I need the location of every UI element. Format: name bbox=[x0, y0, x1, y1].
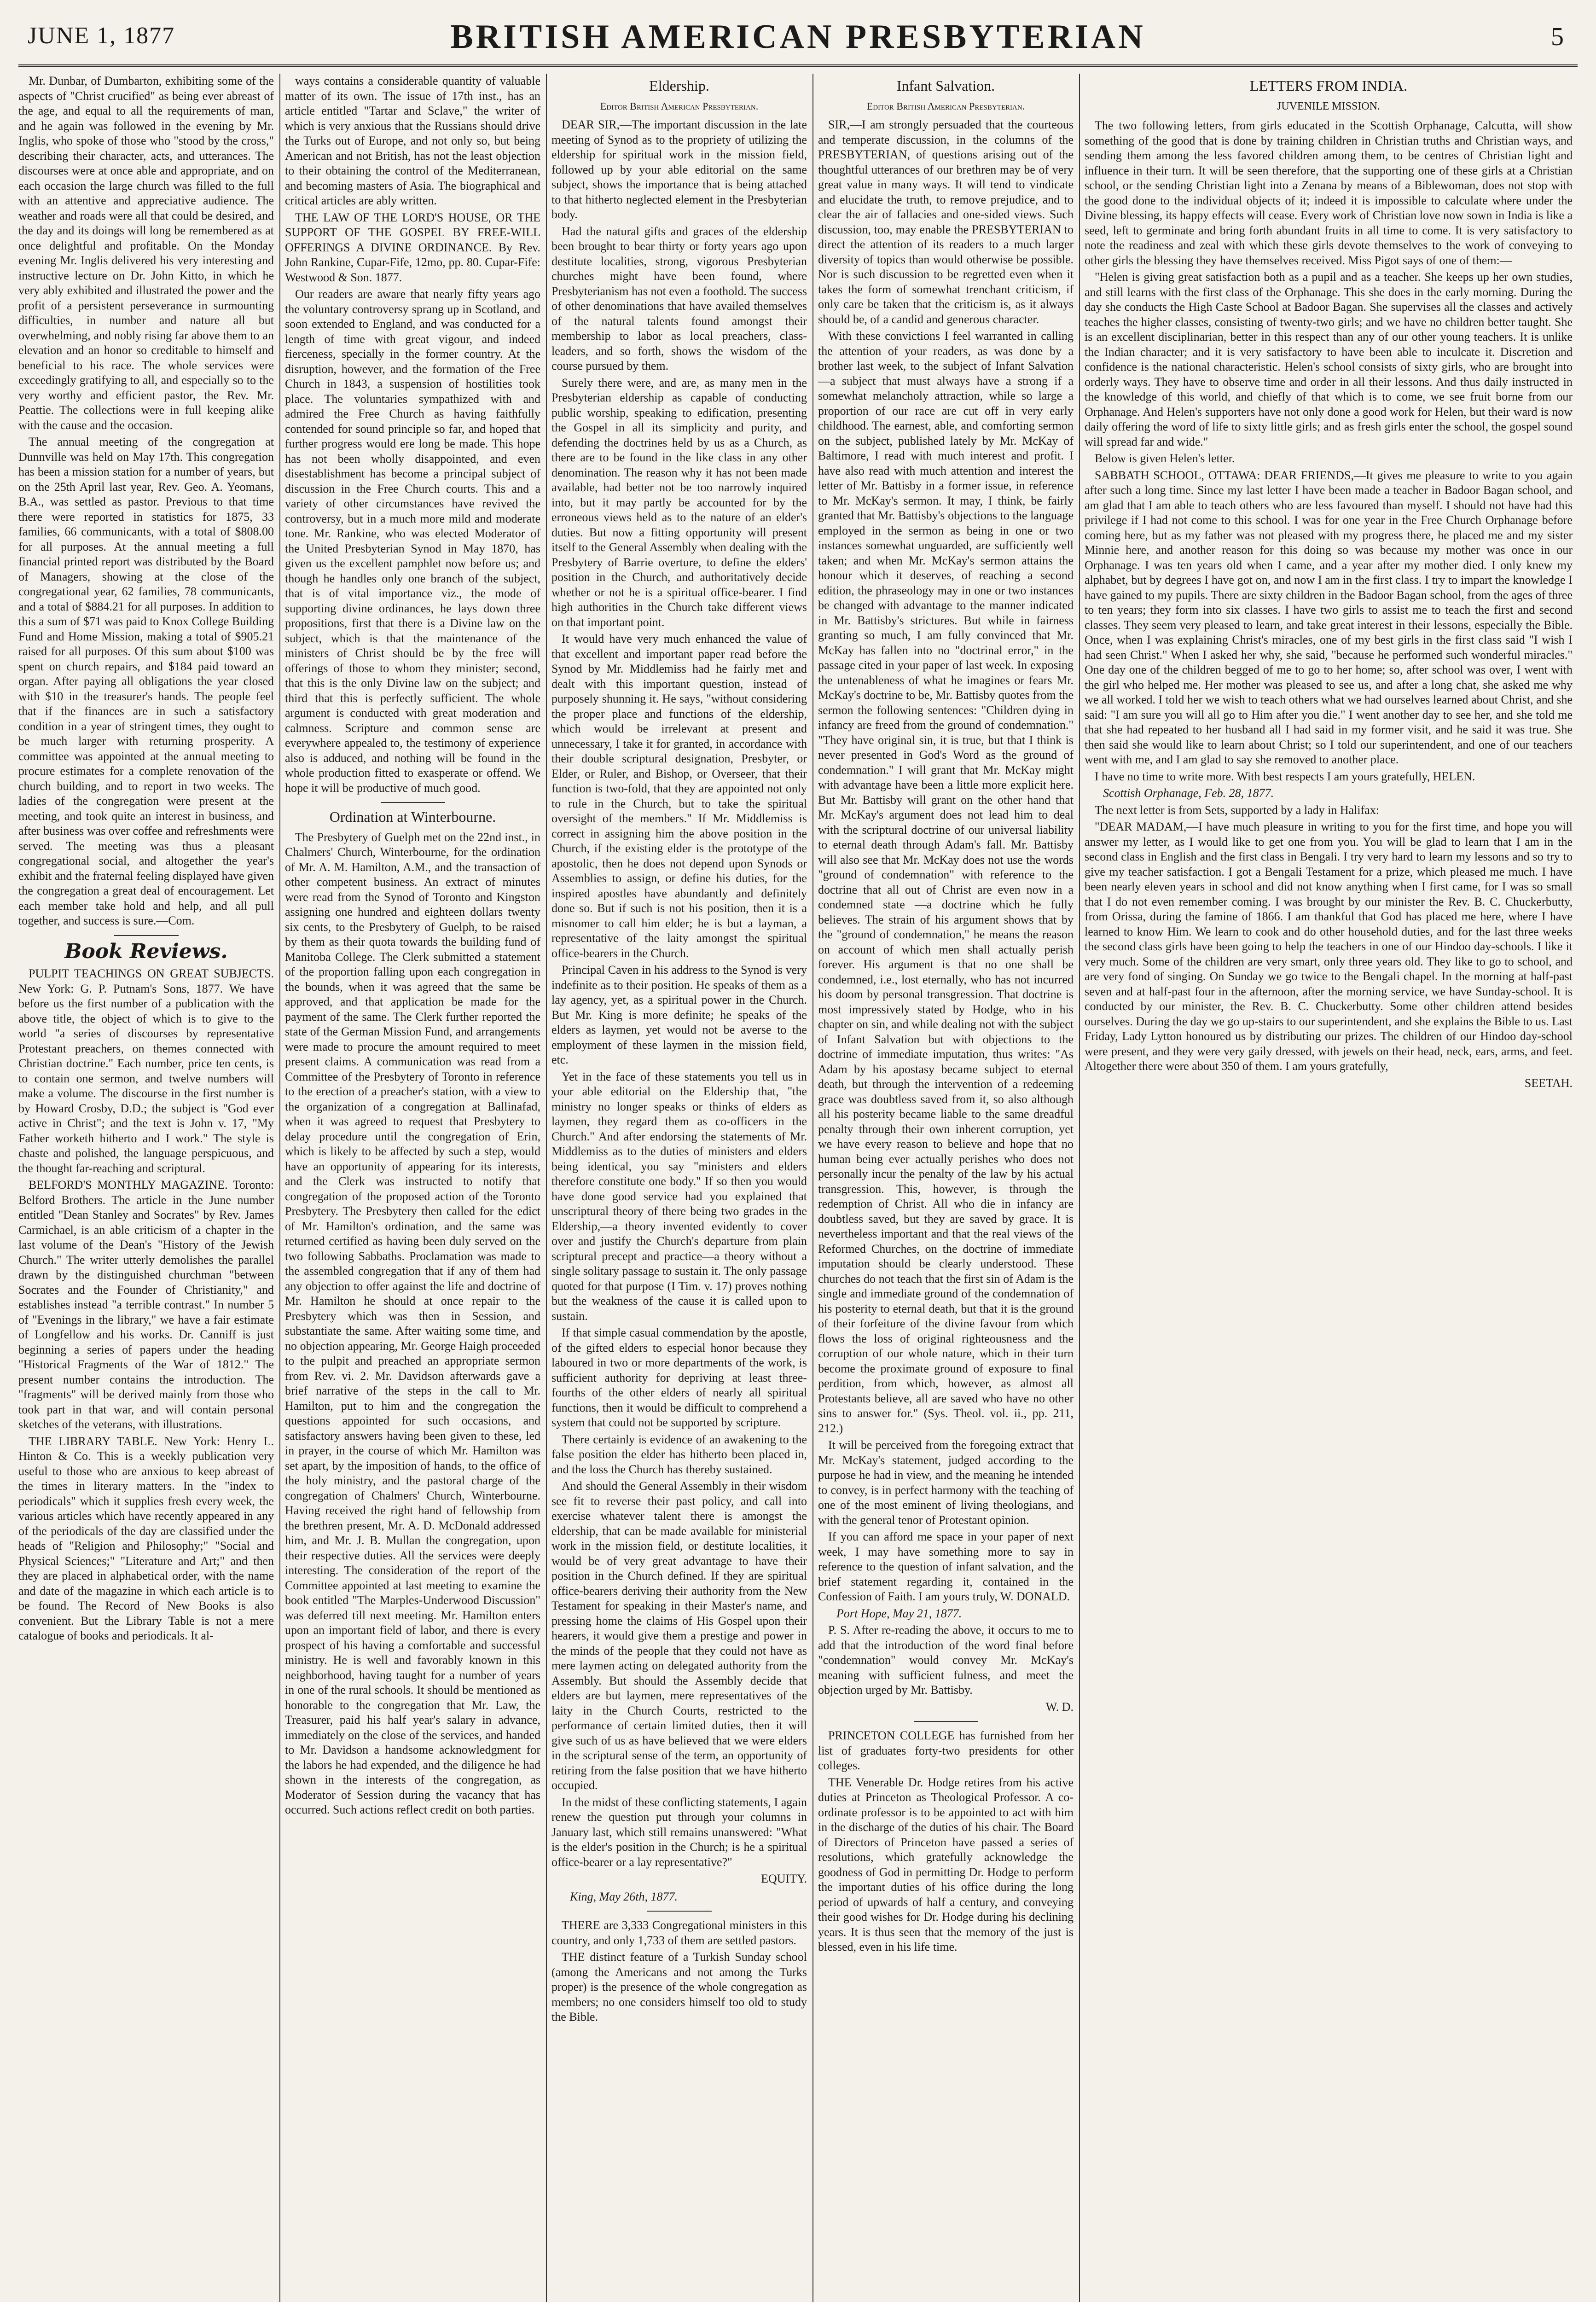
columns bbox=[18, 74, 1578, 2302]
eldership-para-7: If that simple casual commendation by the apostle, of the gifted elders to especial honor because they laboured in two or more departments of the work, is sufficient authority for depriving at least three-fourths of the other elders of nearly all spiritual functions, then it would be difficult to comprehend a system that could not be supported by scripture. bbox=[551, 1326, 807, 1429]
divider bbox=[114, 935, 179, 936]
juvenile-mission-subheading: JUVENILE MISSION. bbox=[1277, 100, 1380, 112]
india-miss-pigot-quote: "Helen is giving great satisfaction both as a pupil and as a teacher. She keeps up her own studies, and still learns with the first class of the Orphanage. This she does in the early morning. During the day she conducts the High Caste School at Badoor Bagan. She supervises all the classes and actively teaches the higher classes, consisting of twenty-two girls; and we have no children better taught. She is an excellent disciplinarian, better in this respect than any of our other young teachers. It is unlike the Indian character; and it is very satisfactory to have been able to inculcate it. Discretion and confidence is the national characteristic. Helen's school consists of sixty girls, who are brought into orderly ways. They have to observe time and order in all their lessons. And thus daily instructed in the knowledge of this world, and chiefly of that which is to come, we see fruit borne from our Orphanage. And Helen's supporters have not only done a good work for Helen, but their ward is now daily offering the word of life to sixty little girls; and as fresh girls enter the school, the gospel sound will spread far and wide." bbox=[1085, 270, 1573, 448]
infant-salvation-heading: Infant Salvation. bbox=[896, 77, 995, 94]
infant-salvation-para-2: With these convictions I feel warranted in calling the attention of your readers, as was done by a brother last week, to the subject of Infant Salvation—a subject that must always have a strong if a somewhat melancholy attraction, while so large a proportion of our race are cut off in very early childhood. The earnest, able, and comforting sermon on the subject, published lately by Mr. McKay of Baltimore, I read with much interest and profit. I have also read with much attention and interest the letter of Mr. Battisby in a former issue, in reference to Mr. McKay's sermon. It may, I think, be fairly granted that Mr. Battisby's objections to the language employed in the sermon as being in one or two instances somewhat unguarded, are sufficiently well taken; and when Mr. McKay's sermon attains the honour which it deserves, of reaching a second edition, the phraseology may in one or two instances be changed with advantage to the manner indicated in Mr. Battisby's strictures. But while in fairness granting so much, I am fully convinced that Mr. McKay has fallen into no "doctrinal error," in the passage cited in your paper of last week. In exposing the untenableness of what he imagines or fears Mr. McKay's doctrine to be, Mr. Battisby quotes from the sermon the following sentences: "Children dying in infancy are freed from the ground of condemnation." "They have original sin, it is true, but that I think is never presented in God's Word as the ground of condemnation." I will grant that Mr. McKay might with advantage have been a little more explicit here. But Mr. Battisby will grant on the other hand that Mr. McKay's argument does not lead him to deal with the scriptural doctrine of our universal liability to eternal death through Adam's fall. Mr. Battisby will also see that Mr. McKay does not use the words "ground of condemnation" with reference to the doctrine that all out of Christ are even now in a condemned state —a doctrine which he fully believes. The strain of his argument shows that by the "ground of condemnation," he means the reason on account of which men shall actually perish forever. His argument is that no one shall be condemned, i.e., lost eternally, who has not incurred his doom by personal transgression. That doctrine is most impressively stated by Hodge, who in his chapter on sin, and while dealing not with the subject of Infant Salvation but with objections to the doctrine of immediate imputation, thus writes: "As Adam by his apostasy became subject to eternal death, but through the intervention of a redeeming grace was doubtless saved from it, so also although all his posterity became liable to the same dreadful penalty through their own inherent corruption, yet we have every reason to believe and hope that no human being ever actually perishes who does not personally incur the penalty of the law by his actual transgression. This, however, is through the redemption of Christ. All who die in infancy are doubtless saved, but they are saved by grace. It is nevertheless important and that the real views of the Reformed Churches, on the doctrine of immediate imputation should be clearly understood. These churches do not teach that the first sin of Adam is the single and immediate ground of the condemnation of his posterity to eternal death, but that it is the ground of their forfeiture of the divine favour from which flows the loss of original righteousness and the corruption of our whole nature, which in their turn become the proximate ground of exposure to final perdition, from which, however, as almost all Protestants believe, all are saved who have no other sins to answer for." (Sys. Theol. vol. ii., pp. 211, 212.) bbox=[818, 329, 1074, 1435]
india-helen-letter: SABBATH SCHOOL, OTTAWA: DEAR FRIENDS,—It gives me pleasure to write to you again after such a long time. Since my last letter I have been made a teacher in Badoor Bagan school, and am glad that I am able to teach others who are less favoured than myself. I should not have had this privilege if I had not come to this school. I was for one year in the Free Church Orphanage before coming here, but as my father was not pleased with my progress there, he placed me and my sister Minnie here, and another reason for this doing so was because my mother was once in our Orphanage. I was ten years old when I came, and a year after my mother died. I only knew my alphabet, but by degrees I have got on, and now I am in the first class. I try to impart the knowledge I have gained to my pupils. There are sixty children in the Badoor Bagan school, from the ages of three to ten years; they form into six classes. I have two girls to assist me to teach the first and second classes. They seem very pleased to learn, and take great interest in their lessons, especially the Bible. Once, when I was explaining Christ's miracles, one of my best girls in the first class said "I wish I had seen Christ." When I asked her why, she said, "because he performed such wonderful miracles." One day one of the children begged of me to go to her home; so, after school was over, I went with the girl who helped me. Her mother was pleased to see us, and after a long chat, she asked me why we all worked. I told her we wish to teach others what we had ourselves learned about Christ, and she said: "I am sure you will all go to Him after you die." I went another day to see her, and she told me that she had repeated to her husband all I had said in my former visit, and he said it was true. She then said she would like to learn about Christ; so I told our superintendent, and one of our teachers went with me, and I am glad to say she removed to another place. bbox=[1085, 468, 1573, 766]
india-helen-intro: Below is given Helen's letter. bbox=[1095, 452, 1235, 465]
eldership-para-1: DEAR SIR,—The important discussion in the late meeting of Synod as to the propriety of utilizing the eldership for spiritual work in the mission field, followed up by your able editorial on the same subject, shows the importance that is being attached to that hitherto neglected element in the Presbyterian body. bbox=[551, 118, 807, 221]
infant-salvation-para-1: SIR,—I am strongly persuaded that the courteous and temperate discussion, in the columns of the PRESBYTERIAN, of questions arising out of the thoughtful utterances of our brethren may be of very great value in many ways. It will tend to vindicate and elucidate the truth, to remove prejudice, and to clear the air of fallacies and one-sided views. Such discussion, too, may enable the PRESBYTERIAN to direct the attention of its readers to a much larger diversity of topics than would otherwise be possible. Nor is such discussion to be regretted even when it takes the form of somewhat trenchant criticism, if only care be taken that the criticism is, as it always should be, of a candid and generous character. bbox=[818, 118, 1074, 326]
article-dunbar: Mr. Dunbar, of Dumbarton, exhibiting some of the aspects of "Christ crucified" as being ever abreast of the age, and equal to all the requirements of man, and he again was followed in the evening by Mr. Inglis, who spoke of those who "stood by the cross," describing their character, acts, and utterances. The discourses were at once able and appropriate, and on each occasion the large church was filled to the full with an attentive and appreciative audience. The weather and roads were all that could be desired, and the day and its doings will long be remembered as at once delightful and profitable. On the Monday evening Mr. Inglis delivered his very interesting and instructive lecture on Dr. John Kitto, in which he very ably exhibited and illustrated the power and the profit of a persistent perseverance in surmounting difficulties, in number and nature all but overwhelming, and nobly rising far above them to an elevation and an honor so creditable to himself and beneficial to his race. The whole services were exceedingly gratifying to all, and especially so to the very worthy and efficient pastor, the Rev. Mr. Peattie. The collections were in full keeping alike with the cause and the occasion. bbox=[18, 74, 274, 432]
infant-salvation-dateline: Port Hope, May 21, 1877. bbox=[836, 1606, 962, 1620]
divider bbox=[647, 1911, 712, 1912]
india-seetah-signature: SEETAH. bbox=[1524, 1076, 1573, 1090]
review-pulpit-teachings: PULPIT TEACHINGS ON GREAT SUBJECTS. New York: G. P. Putnam's Sons, 1877. We have before us the first number of a publication with the above title, the object of which is to give to the world "a series of discourses by representative Protestant preachers, on themes connected with Christian doctrine." Each number, price ten cents, is to contain one sermon, and twelve numbers will make a volume. The discourse in the first number is by Howard Crosby, D.D.; the subject is "God ever active in Christ"; and the text is John v. 17, "My Father worketh hitherto and I work." The style is chaste and polished, the language perspicuous, and the thought far-reaching and scriptural. bbox=[18, 967, 274, 1175]
eldership-para-10: In the midst of these conflicting statements, I again renew the question put through your columns in January last, which still remains unanswered: "What is the elder's position in the Church; is he a spiritual office-bearer or a lay representative?" bbox=[551, 1795, 807, 1869]
letters-from-india-heading: LETTERS FROM INDIA. bbox=[1249, 77, 1408, 94]
eldership-signature: EQUITY. bbox=[761, 1872, 807, 1885]
column-rule bbox=[1079, 74, 1080, 2302]
review-law-of-lords-house-title: THE LAW OF THE LORD'S HOUSE, OR THE SUPPORT OF THE GOSPEL BY FREE-WILL OFFERINGS A DIVINE ORDINANCE. By Rev. John Rankine, Cupar-Fife, 12mo, pp. 80. Cupar-Fife: Westwood & Son. 1877. bbox=[285, 210, 540, 284]
india-helen-closing: I have no time to write more. With best respects I am yours gratefully, HELEN. bbox=[1095, 769, 1475, 783]
column-4 bbox=[818, 74, 1074, 2302]
eldership-heading: Eldership. bbox=[649, 77, 709, 94]
note-congregational-ministers: THERE are 3,333 Congregational ministers in this country, and only 1,733 of them are settled pastors. bbox=[551, 1918, 807, 1947]
column-5 bbox=[1085, 74, 1573, 2302]
eldership-para-6: Yet in the face of these statements you tell us in your able editorial on the Eldership that, "the ministry no longer speaks or thinks of elders as laymen, they regard them as co-officers in the Church." And after endorsing the statements of Mr. Middlemiss as to the duties of ministers and elders being identical, you say "ministers and elders therefore constitute one body." If so then you would have done good service had you explained that unscriptural theory of there being two grades in the Eldership,—a theory invented evidently to cover over and justify the Church's departure from plain scriptural precept and practice—a theory without a single solitary passage to sustain it. The only passage quoted for that purpose (I Tim. v. 17) proves nothing but the weakness of the cause it is called upon to sustain. bbox=[551, 1070, 807, 1323]
divider bbox=[381, 802, 445, 803]
issue-date: JUNE 1, 1877 bbox=[28, 23, 175, 49]
review-library-table: THE LIBRARY TABLE. New York: Henry L. Hinton & Co. This is a weekly publication very useful to those who are anxious to keep abreast of the times in literary matters. In the "index to periodicals" which it supplies fresh every week, the various articles which have recently appeared in any of the periodicals of the day are classified under the heads of "Religion and Philosophy;" "Social and Physical Sciences;" "Literature and Art;" and then they are placed in alphabetical order, with the name and date of the magazine in which each article is to be found. The Record of New Books is also convenient. But the Library Table is not a mere catalogue of books and periodicals. It al- bbox=[18, 1434, 274, 1642]
page-number: 5 bbox=[1551, 23, 1564, 51]
infant-salvation-postscript: P. S. After re-reading the above, it occurs to me to add that the introduction of the word final before "condemnation" would convey Mr. McKay's meaning with sufficient fulness, and meet the objection urged by Mr. Battisby. bbox=[818, 1623, 1074, 1697]
review-law-of-lords-house: Our readers are aware that nearly fifty years ago the voluntary controversy sprang up in Scotland, and soon extended to England, and was conducted for a length of time with great vigour, and indeed fierceness, specially in the former country. At the disruption, however, and the formation of the Free Church in 1843, a suspension of hostilities took place. The voluntaries sympathized with and admired the Free Church as having faithfully contended for sound principle so far, and hoped that further progress would ere long be made. This hope has not been wholly disappointed, and even disestablishment has become a principal subject of discussion in the Free Church courts. This and a variety of other circumstances have revived the controversy, but in a much more mild and moderate tone. Mr. Rankine, who was elected Moderator of the United Presbyterian Synod in May 1870, has given us the excellent pamphlet now before us; and though he handles only one branch of the subject, that is of vital importance viz., the mode of supporting divine ordinances, he lays down three propositions, first that there is a Divine law on the subject, which is that the maintenance of the ministers of Christ should be by the free will offerings of those to whom they minister; second, that this is the only Divine law on the subject; and third that this is perfectly sufficient. The whole argument is conducted with great moderation and calmness. Scripture and common sense are everywhere appealed to, the testimony of experience also is adduced, and nothing will be found in the whole production fitted to exasperate or offend. We hope it will be productive of much good. bbox=[285, 287, 540, 795]
newspaper-title: BRITISH AMERICAN PRESBYTERIAN bbox=[450, 18, 1146, 56]
review-library-table-cont: ways contains a considerable quantity of valuable matter of its own. The issue of 17th inst., has an article entitled "Tartar and Sclave," the writer of which is very anxious that the Russians should drive the Turks out of Europe, and not only so, but being American and not British, has not the least objection to their obtaining the control of the Mediterranean, and becoming masters of Asia. The biographical and critical articles are ably written. bbox=[285, 74, 540, 207]
book-reviews-heading: Book Reviews. bbox=[64, 939, 228, 963]
infant-salvation-para-3: It will be perceived from the foregoing extract that Mr. McKay's statement, judged according to the purpose he had in view, and the meaning he intended to convey, is in perfect harmony with the teaching of one of the most eminent of living theologians, and with the general tenor of Protestant opinion. bbox=[818, 1438, 1074, 1527]
india-seetah-intro: The next letter is from Sets, supported by a lady in Halifax: bbox=[1095, 803, 1380, 817]
eldership-para-9: And should the General Assembly in their wisdom see fit to reverse their past policy, and call into exercise whatever talent there is amongst the eldership, that can be made available for ministerial work in the mission field, or destitute localities, it would be of very great advantage to have their position in the Church defined. If they are spiritual office-bearers deriving their authority from the New Testament for speaking in their Master's name, and pressing home the claims of His Gospel upon their hearers, it would give them a prestige and power in the minds of the people that they could not have as mere laymen acting on delegated authority from the Assembly. But should the Assembly decide that elders are but laymen, mere representatives of the laity in the Church Courts, restricted to the performance of certain limited duties, then it will give such of us as have believed that we were elders in the scriptural sense of the term, an opportunity of retiring from the false position that we have hitherto occupied. bbox=[551, 1479, 807, 1792]
india-intro: The two following letters, from girls educated in the Scottish Orphanage, Calcutta, will show something of the good that is done by training children in Christian truths and Christian ways, and sending them among the less favored children among them, to be centres of Christian light and influence in their turn. It will be seen therefore, that the supporting one of these girls at a Christian school, or the sending Christian light into a Zenana by means of a Biblewoman, does not stop with the good done to the individual objects of it; indeed it is impossible to calculate where under the Divine blessing, its happy effects will cease. Every work of Christian love now sown in India is like a seed, left to germinate and bring forth abundant fruits in all time to come. It is very satisfactory to note the readiness and zeal with which these girls devote themselves to the work of conveying to other girls the blessing they have themselves received. Miss Pigot says of one of them:— bbox=[1085, 119, 1573, 267]
eldership-dateline: King, May 26th, 1877. bbox=[570, 1889, 678, 1903]
eldership-para-2: Had the natural gifts and graces of the eldership been brought to bear thirty or forty years ago upon destitute localities, strong, vigorous Presbyterian churches might have been found, where Presbyterianism has not even a foothold. The success of other denominations that have availed themselves of the natural talents found amongst their membership to labor as local preachers, class-leaders, and so forth, shows the wisdom of the course pursued by them. bbox=[551, 224, 807, 372]
infant-salvation-signature: W. D. bbox=[1045, 1700, 1074, 1714]
column-1 bbox=[18, 74, 274, 2302]
ordination-heading: Ordination at Winterbourne. bbox=[329, 808, 496, 825]
column-3 bbox=[551, 74, 807, 2302]
eldership-para-3: Surely there were, and are, as many men in the Presbyterian eldership as capable of conducting public worship, speaking to edification, presenting the Gospel in all its simplicity and purity, and defending the doctrines held by us as a Church, as there are to be found in the like class in any other denomination. The reason why it has not been made available, had better not be too narrowly inquired into, but it may partly be accounted for by the erroneous views held as to the nature of an elder's duties. But now a fitting opportunity will present itself to the General Assembly when dealing with the Presbytery of Barrie overture, to define the elders' position in the Church, and authoritatively decide whether or not he is a spiritual office-bearer. I find high authorities in the Church take different views on that important point. bbox=[551, 376, 807, 629]
column-rule bbox=[546, 74, 547, 2302]
infant-salvation-para-4: If you can afford me space in your paper of next week, I may have something more to say in reference to the question of infant salvation, and the brief statement regarding it, contained in the Confession of Faith. I am yours truly, W. DONALD. bbox=[818, 1530, 1074, 1603]
eldership-para-4: It would have very much enhanced the value of that excellent and important paper read before the Synod by Mr. Middlemiss had he fairly met and dealt with this important question, instead of purposely shunning it. He says, "without considering the proper place and functions of the eldership, which would be irrelevant at present and unnecessary, I take it for granted, in accordance with their double scriptural designation, Presbyter, or Elder, or Ruler, and Bishop, or Overseer, that their function is two-fold, that they are appointed not only to rule in the Church, but to take the spiritual oversight of the members." If Mr. Middlemiss is correct in assigning him the above position in the Church, if the existing elder is the prototype of the apostolic, then he does not depend upon Synods or Assemblies to assign, or define his duties, for the inspired apostles have abundantly and definitely done so. But if such is not his position, then it is a misnomer to call him elder; he is but a layman, a representative of the laity amongst the spiritual office-bearers in the Church. bbox=[551, 632, 807, 960]
ordination-article: The Presbytery of Guelph met on the 22nd inst., in Chalmers' Church, Winterbourne, for the ordination of Mr. A. M. Hamilton, A.M., and the transaction of other competent business. An extract of minutes were read from the Synod of Toronto and Kingston assigning one hundred and eighteen dollars twenty six cents, to the Presbytery of Guelph, to be raised by them as their quota towards the building fund of Manitoba College. The Clerk submitted a statement of the proportion falling upon each congregation in the bounds, when it was agreed that the same be approved, and that application be made for the payment of the same. The Clerk further reported the state of the German Mission Fund, and arrangements were made to procure the amount required to meet present claims. A communication was read from a Committee of the Presbytery of Toronto in reference to the erection of a preacher's station, with a view to the organization of a congregation at Ballinafad, when it was agreed to request that Presbytery to delay procedure until the congregation of Erin, which is likely to be affected by such a step, would have an opportunity of appearing for its interests, and the Clerk was instructed to notify that congregation of the proposed action of the Toronto Presbytery. The Presbytery then called for the edict of Mr. Hamilton's ordination, and the same was returned certified as having been duly served on the two following Sabbaths. Proclamation was made to the assembled congregation that if any of them had any objection to offer against the life and doctrine of Mr. Hamilton he should at once repair to the Presbytery which was then in Session, and substantiate the same. After waiting some time, and no objection appearing, Mr. George Haigh proceeded to the pulpit and preached an appropriate sermon from Rev. vi. 2. Mr. Davidson afterwards gave a brief narrative of the steps in the call to Mr. Hamilton, put to him and the congregation the questions appointed for such occasions, and satisfactory answers having been given to these, led in prayer, in the course of which Mr. Hamilton was set apart, by the imposition of hands, to the office of the holy ministry, and the pastoral charge of the congregation of Chalmers' Church, Winterbourne. Having received the right hand of fellowship from the brethren present, Mr. A. D. McDonald addressed him, and Mr. J. B. Mullan the congregation, upon their respective duties. All the services were deeply interesting. The consideration of the report of the Committee appointed at last meeting to examine the book entitled "The Marples-Underwood Discussion" was deferred till next meeting. Mr. Hamilton enters upon an important field of labor, and there is every prospect of his having a comfortable and successful ministry. He is well and favorably known in this neighborhood, having taught for a number of years in one of the rural schools. It should be mentioned as honorable to the congregation that Mr. Law, the Treasurer, paid his half year's salary in advance, immediately on the close of the services, and handed to Mr. Davidson a handsome acknowledgment for the labors he had expended, and the diligence he had shown in the interests of the congregation, as Moderator of Session during the vacancy that has occurred. Such actions reflect credit on both parties. bbox=[285, 830, 540, 1816]
column-rule bbox=[279, 74, 280, 2302]
divider bbox=[914, 1721, 978, 1722]
infant-salvation-byline: Editor British American Presbyterian. bbox=[866, 100, 1025, 112]
masthead bbox=[18, 9, 1578, 67]
india-helen-dateline: Scottish Orphanage, Feb. 28, 1877. bbox=[1103, 786, 1274, 800]
eldership-para-8: There certainly is evidence of an awakening to the false position the elder has hitherto been placed in, and the loss the Church has thereby sustained. bbox=[551, 1432, 807, 1476]
eldership-byline: Editor British American Presbyterian. bbox=[600, 100, 759, 112]
review-belfords-monthly: BELFORD'S MONTHLY MAGAZINE. Toronto: Belford Brothers. The article in the June number entitled "Dean Stanley and Socrates" by Rev. James Carmichael, is an able criticism of a chapter in the last volume of the Dean's "History of the Jewish Church." The writer utterly demolishes the parallel drawn by the distinguished churchman "between Socrates and the Founder of Christianity," and establishes instead "a terrible contrast." In number 5 of "Evenings in the library," we have a fair estimate of Longfellow and his works. Dr. Canniff is just beginning a series of papers under the heading "Historical Fragments of the War of 1812." The present number contains the introduction. The "fragments" will be derived mainly from those who took part in that war, and will contain personal sketches of the veterans, with illustrations. bbox=[18, 1178, 274, 1431]
note-princeton-college: PRINCETON COLLEGE has furnished from her list of graduates forty-two presidents for other colleges. bbox=[818, 1729, 1074, 1772]
note-turkish-sunday-school: THE distinct feature of a Turkish Sunday school (among the Americans and not among the Turks proper) is the presence of the whole congregation as members; no one considers himself too old to study the Bible. bbox=[551, 1950, 807, 2023]
article-dunnville: The annual meeting of the congregation at Dunnville was held on May 17th. This congregation has been a mission station for a number of years, but on the 25th April last year, Rev. Geo. A. Yeomans, B.A., was settled as pastor. Previous to that time there were reported in statistics for 1875, 33 families, 66 communicants, with a total of $808.00 for all purposes. At the annual meeting a full financial printed report was distributed by the Board of Managers, showing at the close of the congregational year, 62 families, 78 communicants, and a total of $884.21 for all purposes. In addition to this a sum of $71 was paid to Knox College Building Fund and Home Mission, making a total of $905.21 raised for all purposes. Of this sum about $100 was spent on church repairs, and $184 paid toward an organ. After paying all obligations the year closed with $10 in the treasurer's hands. The people feel that if the finances are in such a satisfactory condition in a year of stringent times, they ought to be much larger with returning prosperity. A committee was appointed at the annual meeting to procure estimates for a complete renovation of the church building, and to report in two weeks. The ladies of the congregation were present at the meeting, and took quite an interest in business, and after business was over coffee and refreshments were served. The meeting was thus a pleasant congregational social, and altogether the year's exhibit and the fraternal feeling displayed have given the congregation a great deal of encouragement. Let each member take hold and help, and all pull together, and success is sure.—Com. bbox=[18, 435, 274, 927]
note-dr-hodge: THE Venerable Dr. Hodge retires from his active duties at Princeton as Theological Professor. A co-ordinate professor is to be appointed to act with him in the discharge of the duties of his chair. The Board of Directors of Princeton have passed a series of resolutions, which gratefully acknowledge the goodness of God in permitting Dr. Hodge to perform the important duties of his office during the long period of upwards of half a century, and conveying their good wishes for Dr. Hodge during his declining years. It is thus seen that the memory of the just is blessed, even in his life time. bbox=[818, 1775, 1074, 1953]
eldership-para-5: Principal Caven in his address to the Synod is very indefinite as to their position. He speaks of them as a lay agency, yet, as a spiritual power in the Church. But Mr. King is more definite; he speaks of the elders as laymen, yet would not be averse to the employment of these laymen in the mission field, etc. bbox=[551, 963, 807, 1066]
india-seetah-letter: "DEAR MADAM,—I have much pleasure in writing to you for the first time, and hope you will answer my letter, as I would like to get one from you. You will be glad to learn that I am in the second class in English and the first class in Bengali. I try very hard to learn my lessons and so try to give my teacher satisfaction. I got a Bengali Testament for a prize, which pleased me much. I have been nearly eleven years in school and did not know anything when I first came, for I was so small that I do not even remember coming. I was brought by our minister the Rev. B. C. Chuckerbutty, from Orissa, during the famine of 1866. I am thankful that God has placed me here, where I have learned to know Him. We learn to cook and do other household duties, and for the last three weeks the second class girls have been going to help the teachers in one of our Hindoo day-schools. I like it very much. Some of the children are very smart, only three years old. They like to go to school, and are very fond of singing. On Sunday we go twice to the Bengali chapel. In the morning at half-past seven and at half-past four in the afternoon, after the morning service, we have Sunday-school. It is conducted by our minister, the Rev. B. C. Chuckerbutty. Some other children attend besides ourselves. During the day we go up-stairs to our superintendent, and she explains the Bible to us. Last Friday, Lady Lytton honoured us by distributing our prizes. The children of our Hindoo day-school were present, and they were very gaily dressed, with jewels on their head, neck, ears, arms, and feet. Altogether there were about 350 of them. I am yours gratefully, bbox=[1085, 820, 1573, 1073]
column-2 bbox=[285, 74, 540, 2302]
